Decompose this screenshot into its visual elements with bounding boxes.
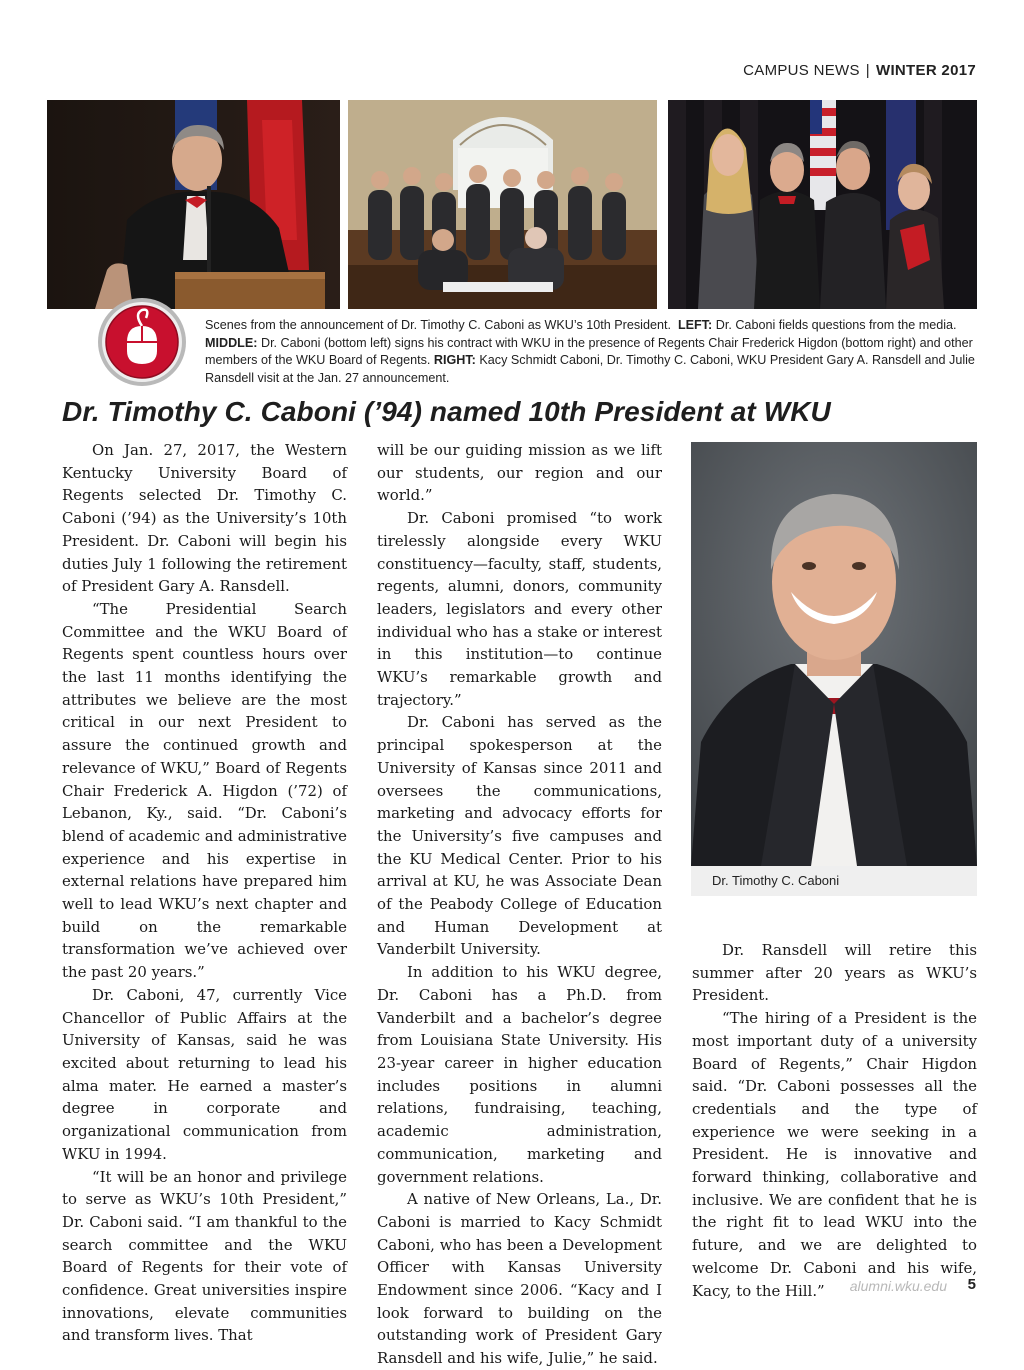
article-headline: Dr. Timothy C. Caboni (’94) named 10th President at WKU <box>62 396 831 427</box>
paragraph: will be our guiding mission as we lift our students, our region and our world.” <box>377 441 662 505</box>
paragraph: “The hiring of a President is the most important duty of a university Board of Regents,” Chair Higdon said. “Dr. Caboni possesses all the credentials and the type of experience we were seeking in a President. He is innovative and forward thinking, collaborative and inclusive. We are confident that he is the right fit to lead WKU into the future, and we are delighted to welcome Dr. Caboni and his wife, Kacy, to the Hill.” <box>692 1009 977 1300</box>
paragraph: In addition to his WKU degree, Dr. Caboni has a Ph.D. from Vanderbilt and a bachelor’s degree from Louisiana State University. His 23-year career in higher education includes positions in alumni relations, fundraising, teaching, academic administration, communication, marketing and government relations. <box>377 963 662 1186</box>
issue-label: WINTER 2017 <box>876 62 976 79</box>
photo-group <box>668 100 977 309</box>
caption-middle-text: Dr. Caboni (bottom left) signs his contract with WKU in the presence of Regents Chair Frederick Higdon (bottom right) and other members of the WKU Board of Regents. <box>205 335 973 367</box>
paragraph: A native of New Orleans, La., Dr. Caboni is married to Kacy Schmidt Caboni, who has been a Development Officer with Kansas University Endowment since 2006. “Kacy and I look forward to building on the outstanding work of President Gary Ransdell and his wife, Julie,” he said. <box>377 1190 662 1368</box>
caption-intro: Scenes from the announcement of Dr. Timothy C. Caboni as WKU’s 10th President. <box>205 318 671 332</box>
computer-mouse-icon <box>96 296 188 388</box>
section-label: CAMPUS NEWS <box>743 62 860 79</box>
page-number: 5 <box>967 1276 976 1293</box>
paragraph: “The Presidential Search Committee and the WKU Board of Regents spent countless hours over the last 11 months identifying the attributes we believe are the most critical in our next President to assure the continued growth and relevance of WKU,” Board of Regents Chair Frederick A. Higdon (’72) of Lebanon, Ky., said. “Dr. Caboni’s blend of academic and administrative experience and his expertise in external relations have prepared him well to lead WKU’s next chapter and build on the remarkable transformation we’ve achieved over the past 20 years.” <box>62 599 347 982</box>
article-column-1 <box>62 439 347 1347</box>
caption-left-label: LEFT: <box>677 318 713 332</box>
page-header <box>743 62 976 79</box>
paragraph: “It will be an honor and privilege to serve as WKU’s 10th President,” Dr. Caboni said. “I am thankful to the search committee and the WKU Board of Regents for their vote of confidence. Great universities inspire innovations, elevate communities and transform lives. That <box>62 1167 347 1345</box>
photo-signing <box>348 100 657 309</box>
photo-podium <box>47 100 340 309</box>
caption-right-text: Kacy Schmidt Caboni, Dr. Timothy C. Caboni, WKU President Gary A. Ransdell and Julie Ransdell visit at the Jan. 27 announcement. <box>205 353 975 385</box>
paragraph: Dr. Caboni promised “to work tirelessly alongside every WKU constituency—faculty, staff, students, regents, alumni, donors, community leaders, legislators and every other individual who has a stake or interest in this institution—to continue WKU’s remarkable growth and trajectory.” <box>377 509 662 709</box>
photo-caption <box>205 317 985 387</box>
portrait-photo <box>691 442 977 866</box>
paragraph: Dr. Ransdell will retire this summer after 20 years as WKU’s President. <box>692 941 977 1005</box>
caption-right-label: RIGHT: <box>433 353 476 367</box>
paragraph: Dr. Caboni has served as the principal spokesperson at the University of Kansas since 2011 and oversees the communications, marketing and advocacy efforts for the University’s five campuses and the KU Medical Center. Prior to his arrival at KU, he was Associate Dean of the Peabody College of Education and Human Development at Vanderbilt University. <box>377 713 662 959</box>
caption-left-text: Dr. Caboni fields questions from the media. <box>715 318 957 332</box>
paragraph: On Jan. 27, 2017, the Western Kentucky University Board of Regents selected Dr. Timothy C. Caboni (’94) as the University’s 10th President. Dr. Caboni will begin his duties July 1 following the retirement of President Gary A. Ransdell. <box>62 441 347 596</box>
paragraph: Dr. Caboni, 47, currently Vice Chancellor of Public Affairs at the University of Kansas, said he was excited about returning to lead his alma mater. He earned a master’s degree in corporate and organizational communication from WKU in 1994. <box>62 985 347 1163</box>
footer-website: alumni.wku.edu <box>849 1278 947 1294</box>
article-column-3 <box>692 939 977 1302</box>
header-separator: | <box>865 62 870 79</box>
caption-middle-label: MIDDLE: <box>205 335 258 350</box>
article-column-2 <box>377 439 662 1370</box>
portrait-caption: Dr. Timothy C. Caboni <box>691 866 977 896</box>
